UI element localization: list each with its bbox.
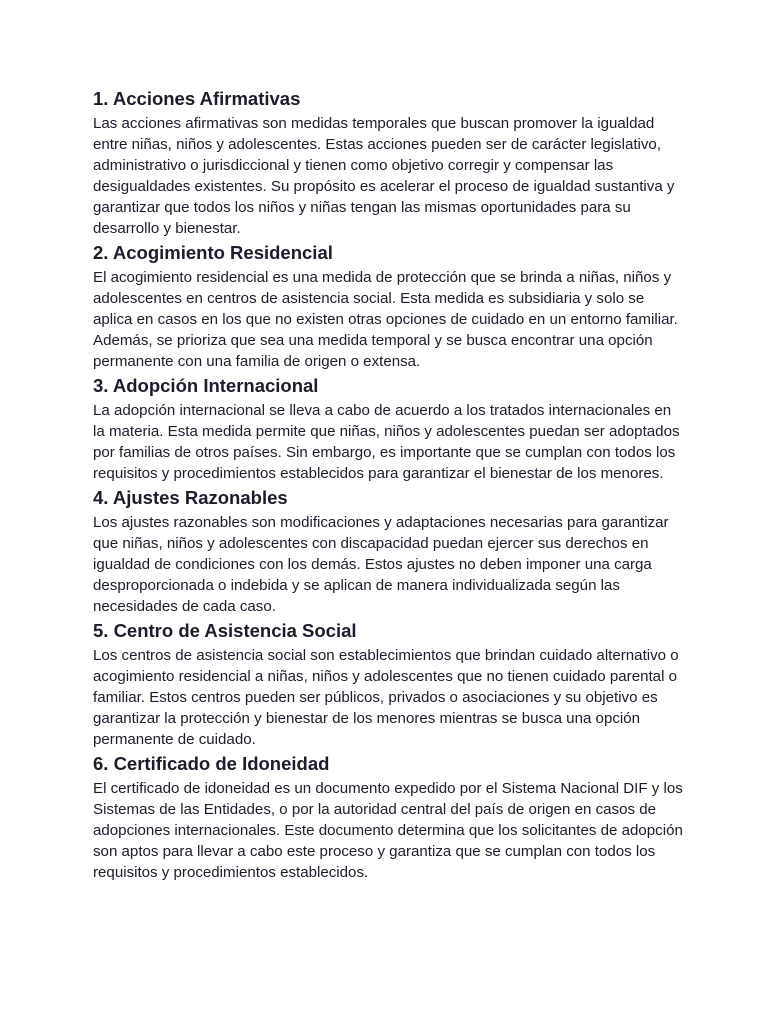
section-adopcion-internacional — [93, 374, 683, 484]
section-ajustes-razonables — [93, 486, 683, 617]
section-body: El acogimiento residencial es una medida de protección que se brinda a niñas, niños y adolescentes en centros de asistencia social. Esta medida es subsidiaria y solo se aplica en casos en los que no existen otras opciones de cuidado en un entorno familiar. Además, se prioriza que sea una medida temporal y se busca encontrar una opción permanente con una familia de origen o extensa. — [93, 269, 678, 370]
section-certificado-idoneidad — [93, 752, 683, 883]
section-body: Los ajustes razonables son modificaciones y adaptaciones necesarias para garantizar que niñas, niños y adolescentes con discapacidad puedan ejercer sus derechos en igualdad de condiciones con los demás. Estos ajustes no deben imponer una carga desproporcionada o indebida y se aplican de manera individualizada según las necesidades de cada caso. — [93, 514, 669, 615]
section-heading: 3. Adopción Internacional — [93, 375, 319, 396]
section-acciones-afirmativas — [93, 87, 683, 239]
section-heading: 5. Centro de Asistencia Social — [93, 620, 357, 641]
section-heading: 4. Ajustes Razonables — [93, 487, 288, 508]
section-acogimiento-residencial — [93, 241, 683, 372]
section-body: Los centros de asistencia social son establecimientos que brindan cuidado alternativo o acogimiento residencial a niñas, niños y adolescentes que no tienen cuidado parental o familiar. Estos centros pueden ser públicos, privados o asociaciones y su objetivo es garantizar la protección y bienestar de los menores mientras se busca una opción permanente de cuidado. — [93, 647, 679, 748]
section-body: La adopción internacional se lleva a cabo de acuerdo a los tratados internacionales en la materia. Esta medida permite que niñas, niños y adolescentes puedan ser adoptados por familias de otros países. Sin embargo, es importante que se cumplan con todos los requisitos y procedimientos establecidos para garantizar el bienestar de los menores. — [93, 402, 680, 482]
section-heading: 1. Acciones Afirmativas — [93, 88, 301, 109]
section-centro-asistencia-social — [93, 619, 683, 750]
section-body: El certificado de idoneidad es un documento expedido por el Sistema Nacional DIF y los Sistemas de las Entidades, o por la autoridad central del país de origen en casos de adopciones internacionales. Este documento determina que los solicitantes de adopción son aptos para llevar a cabo este proceso y garantiza que se cumplan con todos los requisitos y procedimientos establecidos. — [93, 780, 683, 881]
section-heading: 2. Acogimiento Residencial — [93, 242, 333, 263]
section-heading: 6. Certificado de Idoneidad — [93, 753, 330, 774]
document-page — [93, 87, 683, 885]
section-body: Las acciones afirmativas son medidas temporales que buscan promover la igualdad entre niñas, niños y adolescentes. Estas acciones pueden ser de carácter legislativo, administrativo o jurisdiccional y tienen como objetivo corregir y compensar las desigualdades existentes. Su propósito es acelerar el proceso de igualdad sustantiva y garantizar que todos los niños y niñas tengan las mismas oportunidades para su desarrollo y bienestar. — [93, 115, 675, 237]
